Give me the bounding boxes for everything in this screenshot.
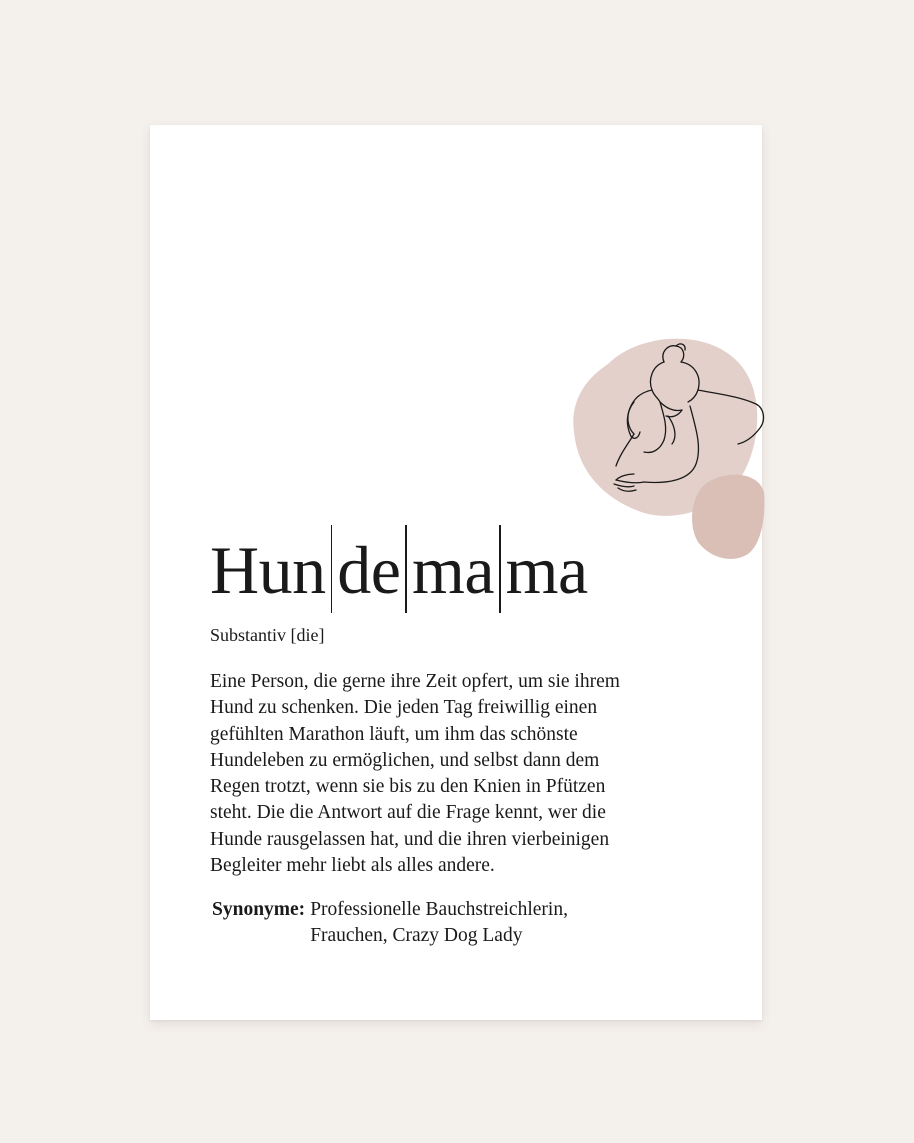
synonyms-line: Professionelle Bauchstreichlerin, <box>310 899 568 920</box>
synonyms-label: Synonyme: <box>212 899 306 920</box>
blush-blob-small <box>692 475 764 559</box>
headword-syllable: de <box>337 532 401 608</box>
syllable-divider <box>331 525 333 613</box>
part-of-speech: Substantiv [die] <box>210 625 325 645</box>
definition-line: Hunde rausgelassen hat, und die ihren vierbeinigen <box>210 828 610 850</box>
definition-line: gefühlten Marathon läuft, um ihm das schönste <box>210 723 578 745</box>
headword-syllable: Hun <box>210 532 326 608</box>
syllable-divider <box>499 525 501 613</box>
syllable-divider <box>405 525 407 613</box>
synonyms-line: Frauchen, Crazy Dog Lady <box>310 925 523 947</box>
definition-line: Eine Person, die gerne ihre Zeit opfert, um sie ihrem <box>210 671 620 692</box>
synonyms-list <box>310 897 568 950</box>
definition-line: Regen trotzt, wenn sie bis zu den Knien in Pfützen <box>210 776 606 798</box>
definition-line: Hund zu schenken. Die jeden Tag freiwillig einen <box>210 697 598 719</box>
definition-line: Hundeleben zu ermöglichen, und selbst dann dem <box>210 749 600 771</box>
poster-card <box>150 125 762 1020</box>
definition-text <box>210 669 680 879</box>
synonyms-block <box>212 897 692 950</box>
woman-hugging-dog-line-art-icon <box>568 332 768 572</box>
definition-line: steht. Die die Antwort auf die Frage kennt, wer die <box>210 802 606 824</box>
definition-line: Begleiter mehr liebt als alles andere. <box>210 855 495 877</box>
headword-syllable: ma <box>505 532 588 608</box>
headword-syllable: ma <box>411 532 495 608</box>
headword <box>210 525 588 613</box>
